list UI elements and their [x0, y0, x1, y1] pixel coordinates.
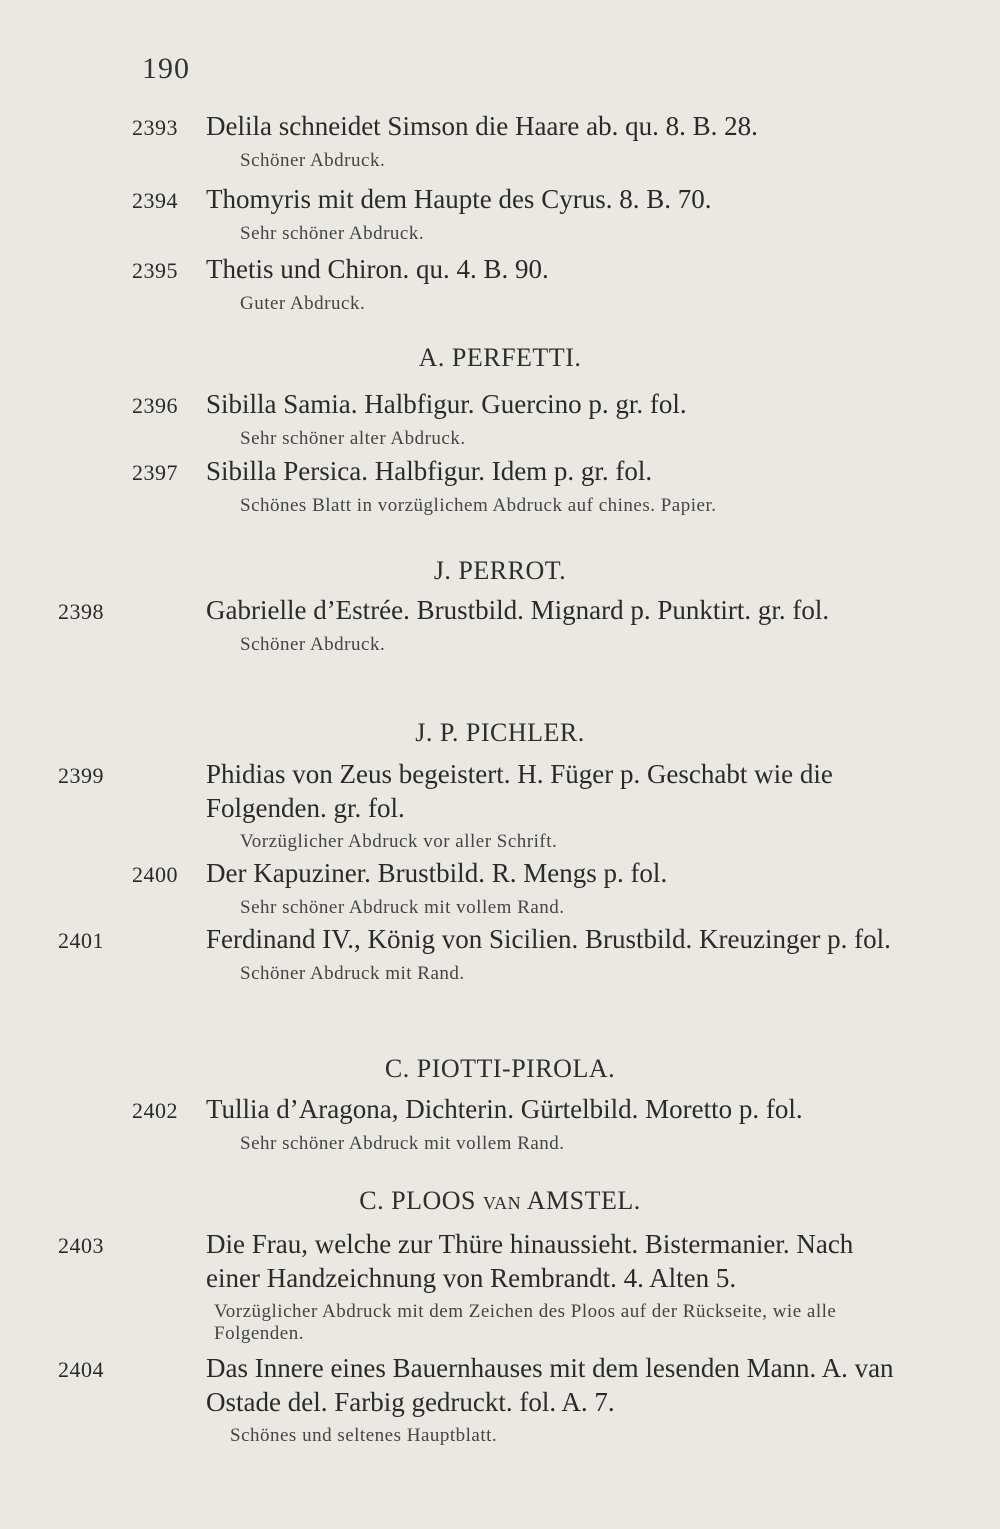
entry-title: Die Frau, welche zur Thüre hinaussieht. Bistermanier. Nach einer Handzeichnung von Rembrandt. 4. Alten 5. [206, 1229, 854, 1293]
entry-number: 2400 [132, 862, 178, 887]
section-heading: C. PIOTTI-PIROLA. [384, 1054, 616, 1083]
catalog-entry [132, 857, 894, 919]
catalog-entry [58, 923, 894, 985]
entry-title: Das Innere eines Bauernhauses mit dem lesenden Mann. A. van Ostade del. Farbig gedruckt. fol. A. 7. [206, 1353, 894, 1417]
catalog-entry [58, 1228, 894, 1345]
section-heading: J. P. PICHLER. [415, 718, 585, 747]
entry-title: Sibilla Samia. Halbfigur. Guercino p. gr. fol. [206, 389, 687, 419]
entry-note: Vorzüglicher Abdruck mit dem Zeichen des Ploos auf der Rückseite, wie alle Folgenden. [214, 1301, 837, 1344]
catalog-entry [132, 1093, 894, 1155]
entry-note: Schönes Blatt in vorzüglichem Abdruck auf chines. Papier. [240, 495, 717, 516]
entry-number: 2404 [58, 1357, 104, 1382]
section-heading: A. PERFETTI. [418, 343, 582, 372]
entry-title: Sibilla Persica. Halbfigur. Idem p. gr. fol. [206, 456, 653, 486]
entry-note: Sehr schöner Abdruck mit vollem Rand. [240, 897, 565, 918]
page-number: 190 [142, 52, 190, 85]
section-heading: C. PLOOS VAN AMSTEL. [359, 1186, 641, 1215]
entry-title: Der Kapuziner. Brustbild. R. Mengs p. fol. [206, 858, 668, 888]
entry-note: Schöner Abdruck. [240, 634, 386, 655]
entry-note: Vorzüglicher Abdruck vor aller Schrift. [240, 831, 558, 852]
entry-number: 2396 [132, 393, 178, 418]
catalog-entry [132, 455, 894, 517]
entry-title: Delila schneidet Simson die Haare ab. qu. 8. B. 28. [206, 111, 758, 141]
entry-number: 2399 [58, 763, 104, 788]
catalog-entry [58, 758, 894, 853]
entry-number: 2401 [58, 928, 104, 953]
entry-note: Schönes und seltenes Hauptblatt. [230, 1425, 498, 1446]
entry-number: 2395 [132, 258, 178, 283]
entry-title: Ferdinand IV., König von Sicilien. Brustbild. Kreuzinger p. fol. [206, 924, 891, 954]
entry-number: 2398 [58, 599, 104, 624]
entry-title: Phidias von Zeus begeistert. H. Füger p. Geschabt wie die Folgenden. gr. fol. [206, 759, 833, 823]
catalog-entry [58, 1352, 894, 1447]
entry-number: 2397 [132, 460, 178, 485]
entry-number: 2403 [58, 1233, 104, 1258]
entry-number: 2394 [132, 188, 178, 213]
entry-note: Guter Abdruck. [240, 293, 366, 314]
entry-note: Sehr schöner Abdruck. [240, 223, 425, 244]
entry-note: Schöner Abdruck. [240, 150, 386, 171]
entry-note: Sehr schöner Abdruck mit vollem Rand. [240, 1133, 565, 1154]
section-heading: J. PERROT. [433, 556, 567, 585]
catalog-entry [132, 110, 894, 172]
entry-number: 2402 [132, 1098, 178, 1123]
entry-title: Thetis und Chiron. qu. 4. B. 90. [206, 254, 549, 284]
catalog-entry [58, 594, 894, 656]
entry-title: Gabrielle d’Estrée. Brustbild. Mignard p. Punktirt. gr. fol. [206, 595, 830, 625]
entry-note: Schöner Abdruck mit Rand. [240, 963, 465, 984]
entry-title: Thomyris mit dem Haupte des Cyrus. 8. B. 70. [206, 184, 712, 214]
entry-note: Sehr schöner alter Abdruck. [240, 428, 466, 449]
catalog-entry [132, 388, 894, 450]
catalog-entry [132, 253, 894, 315]
catalog-entry [132, 183, 894, 245]
entry-title: Tullia d’Aragona, Dichterin. Gürtelbild. Moretto p. fol. [206, 1094, 803, 1124]
entry-number: 2393 [132, 115, 178, 140]
